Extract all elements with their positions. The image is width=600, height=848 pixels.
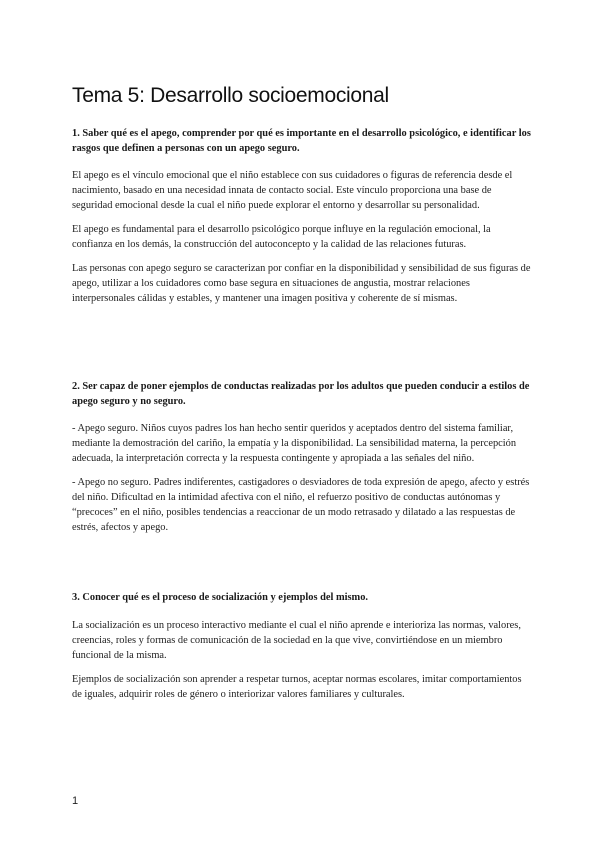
section-heading: 2. Ser capaz de poner ejemplos de conductas realizadas por los adultos que pueden conducir a estilos de apego seguro y no seguro. bbox=[72, 381, 530, 407]
section-heading: 3. Conocer qué es el proceso de socialización y ejemplos del mismo. bbox=[72, 592, 369, 603]
section-2 bbox=[72, 379, 532, 544]
page-title: Tema 5: Desarrollo socioemocional bbox=[72, 84, 389, 107]
paragraph: El apego es el vínculo emocional que el niño establece con sus cuidadores o figuras de referencia desde el nacimiento, basado en una necesidad innata de contacto social. Este vínculo proporciona una base de seguridad emocional desde la cual el niño puede explorar el entorno y desarrollar su personalidad. bbox=[72, 170, 513, 211]
paragraph: - Apego seguro. Niños cuyos padres los han hecho sentir queridos y aceptados dentro del sistema familiar, mediante la demostración del cariño, la empatía y la disponibilidad. La sensibilidad materna, la percepción adecuada, la interpretación correcta y la respuesta contingente y apropiada a las señales del niño. bbox=[72, 423, 517, 464]
paragraph: Ejemplos de socialización son aprender a respetar turnos, aceptar normas escolares, imitar comportamientos de iguales, adquirir roles de género o interiorizar valores familiares y culturales. bbox=[72, 674, 522, 700]
section-heading: 1. Saber qué es el apego, comprender por qué es importante en el desarrollo psicológico, e identificar los rasgos que definen a personas con un apego seguro. bbox=[72, 128, 531, 154]
paragraph: - Apego no seguro. Padres indiferentes, castigadores o desviadores de toda expresión de apego, afecto y estrés del niño. Dificultad en la intimidad afectiva con el niño, el refuerzo positivo de conductas autónomas y “precoces” en el niño, posibles tendencias a reaccionar de un modo retrasado y dilatado a las respuestas de estrés, afectos y apego. bbox=[72, 477, 530, 533]
section-1 bbox=[72, 126, 532, 315]
paragraph: Las personas con apego seguro se caracterizan por confiar en la disponibilidad y sensibilidad de sus figuras de apego, utilizar a los cuidadores como base segura en situaciones de angustia, mostrar relaciones interpersonales cálidas y estables, y mantener una imagen positiva y coherente de sí mismas. bbox=[72, 263, 531, 304]
paragraph: El apego es fundamental para el desarrollo psicológico porque influye en la regulación emocional, la confianza en los demás, la construcción del autoconcepto y la calidad de las relaciones futuras. bbox=[72, 224, 491, 250]
paragraph: La socialización es un proceso interactivo mediante el cual el niño aprende e interioriza las normas, valores, creencias, roles y formas de comunicación de la sociedad en la que vive, convirtiéndose en un miembro funcional de la misma. bbox=[72, 620, 521, 661]
section-3 bbox=[72, 590, 532, 711]
page-number: 1 bbox=[72, 795, 79, 807]
